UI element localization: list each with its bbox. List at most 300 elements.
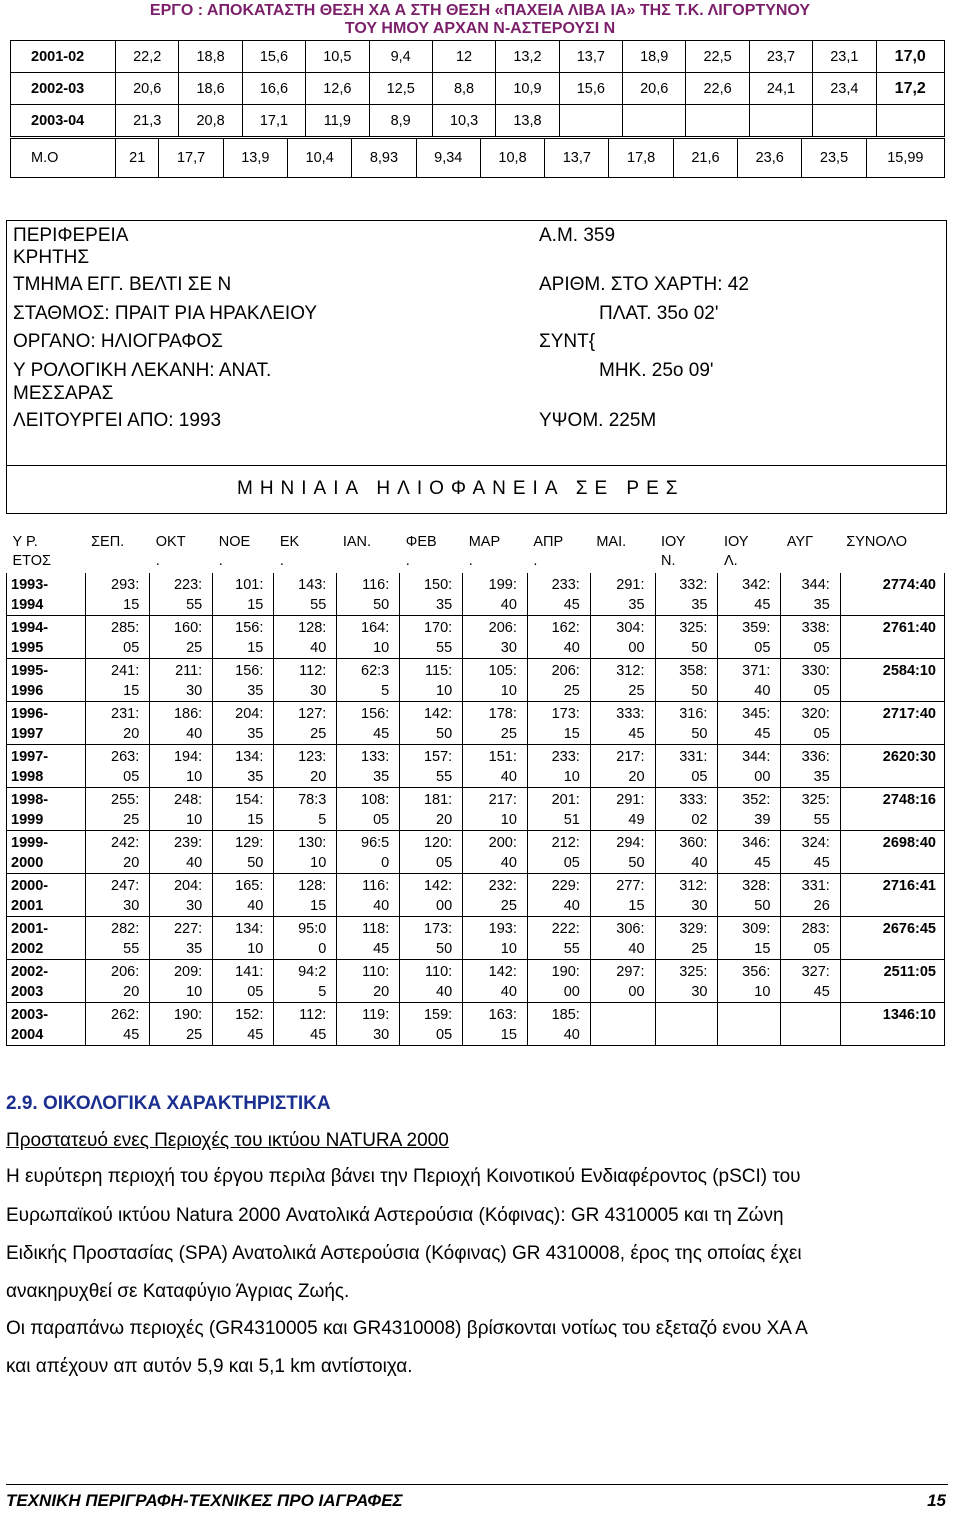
table-cell: 12,5 — [369, 73, 432, 105]
column-header — [7, 530, 86, 573]
table-cell: 12 — [432, 41, 495, 73]
table-cell: 8,8 — [432, 73, 495, 105]
column-header-line: Ν. — [661, 553, 676, 569]
year-line: 1998- — [11, 792, 49, 808]
hours-value: 170: — [423, 620, 453, 636]
hours-cell — [718, 874, 781, 917]
minutes-value: 25 — [500, 898, 517, 914]
hours-cell — [718, 960, 781, 1003]
hours-value: 325: — [679, 964, 708, 980]
hours-value: 283: — [801, 921, 830, 937]
hours-cell — [213, 960, 274, 1003]
map-number: ΑΡΙΘΜ. ΣΤΟ ΧΑΡΤΗ: 42 — [539, 274, 749, 295]
hours-value: 371: — [742, 663, 771, 679]
table-cell: 21,6 — [673, 139, 737, 178]
hours-cell — [213, 1003, 274, 1046]
minutes-value: 05 — [247, 984, 264, 1000]
instrument-label: ΟΡΓΑΝΟ: ΗΛΙΟΓΡΑΦΟΣ — [13, 331, 223, 352]
table-row — [7, 1003, 945, 1046]
hours-value: 159: — [423, 1007, 453, 1023]
minutes-value: 55 — [310, 597, 327, 613]
region-name: ΚΡΗΤΗΣ — [13, 247, 90, 268]
table-cell: 10,5 — [306, 41, 369, 73]
hours-cell — [85, 874, 150, 917]
column-header — [274, 530, 337, 573]
hours-value: 154: — [235, 792, 264, 808]
hours-cell — [400, 960, 463, 1003]
minutes-value: 15 — [123, 597, 140, 613]
table-row — [11, 41, 945, 73]
hours-cell — [400, 831, 463, 874]
hours-value: 206: — [551, 663, 580, 679]
hours-value: 320: — [801, 706, 830, 722]
hours-cell — [781, 874, 840, 917]
table-row — [11, 73, 945, 105]
hours-cell — [590, 1003, 655, 1046]
hours-value: 119: — [362, 1007, 390, 1023]
hours-value: 316: — [679, 706, 708, 722]
hours-cell — [274, 573, 337, 616]
station-info-box — [6, 220, 947, 467]
hours-value: 333: — [679, 792, 708, 808]
hours-cell — [337, 573, 400, 616]
hours-cell — [337, 917, 400, 960]
year-line: 2002 — [11, 941, 44, 957]
table-cell: 20,8 — [179, 105, 242, 137]
minutes-value: 0 — [381, 855, 390, 871]
minutes-value: 25 — [563, 683, 580, 699]
hours-cell — [213, 659, 274, 702]
minutes-value: 55 — [813, 812, 830, 828]
minutes-value: 45 — [813, 855, 830, 871]
minutes-value: 50 — [436, 941, 453, 957]
minutes-value: 10 — [310, 855, 327, 871]
hours-value: 282: — [111, 921, 140, 937]
table-cell: 13,7 — [545, 139, 609, 178]
hours-value: 330: — [801, 663, 830, 679]
hours-cell — [274, 1003, 337, 1046]
hours-cell — [527, 788, 590, 831]
table-cell: 23,5 — [802, 139, 866, 178]
hours-value: 324: — [801, 835, 830, 851]
hours-cell — [527, 702, 590, 745]
minutes-value: 05 — [123, 769, 140, 785]
column-header — [781, 530, 840, 573]
hours-cell — [718, 745, 781, 788]
hours-cell — [781, 960, 840, 1003]
hours-cell — [527, 745, 590, 788]
minutes-value: 25 — [691, 941, 708, 957]
column-header — [213, 530, 274, 573]
hours-cell — [590, 874, 655, 917]
hours-cell — [400, 1003, 463, 1046]
year-line: 1993- — [11, 577, 49, 593]
minutes-value: 20 — [123, 855, 140, 871]
paragraph-1-line-1: Η ευρύτερη περιοχή του έργου περιλα βάνει την Περιοχή Κοινοτικού Ενδιαφέροντος (pSCI) του — [6, 1166, 801, 1187]
hours-cell — [655, 874, 718, 917]
hours-value: 312: — [616, 663, 645, 679]
minutes-value: 5 — [381, 683, 390, 699]
year-cell — [7, 874, 86, 917]
year-line: 1996 — [11, 683, 44, 699]
hours-cell — [150, 917, 213, 960]
table-cell: 8,9 — [369, 105, 432, 137]
year-line: 1997- — [11, 749, 49, 765]
table-cell: 24,1 — [749, 73, 812, 105]
column-header-line: . — [155, 553, 160, 569]
hours-value: 222: — [551, 921, 580, 937]
minutes-value: 40 — [500, 984, 517, 1000]
hours-cell — [150, 616, 213, 659]
minutes-value: 05 — [436, 1027, 453, 1043]
minutes-value: 20 — [123, 984, 140, 1000]
hours-value: 345: — [742, 706, 771, 722]
hours-cell — [463, 659, 528, 702]
document-header-line-1: ΕΡΓΟ : ΑΠΟΚΑΤΑΣΤΗ ΘΕΣΗ ΧΑ Α ΣΤΗ ΘΕΣΗ «ΠΑΧΕΙΑ ΛΙΒΑ ΙΑ» ΤΗΣ Τ.Κ. ΛΙΓΟΡΤΥΝΟΥ — [149, 2, 811, 19]
hours-value: 206: — [488, 620, 517, 636]
hours-cell — [781, 702, 840, 745]
minutes-value: 10 — [186, 812, 203, 828]
hours-value: 116: — [362, 577, 390, 593]
table-cell — [623, 105, 686, 137]
minutes-value: 30 — [373, 1027, 390, 1043]
section-subheading: Προστατευό ενες Περιοχές του ικτύου NATURA 2000 — [6, 1130, 449, 1151]
hours-value: 223: — [173, 577, 203, 593]
hours-value: 304: — [616, 620, 645, 636]
hours-cell — [463, 702, 528, 745]
hours-cell — [463, 917, 528, 960]
column-header-line: . — [405, 553, 410, 569]
table-row — [7, 659, 945, 702]
column-header-line: Λ. — [723, 553, 738, 569]
hours-value: 325: — [801, 792, 830, 808]
hours-cell — [718, 917, 781, 960]
minutes-value: 55 — [436, 769, 453, 785]
minutes-value: 35 — [247, 683, 264, 699]
hours-cell — [527, 616, 590, 659]
hours-cell — [590, 659, 655, 702]
row-label: 2001-02 — [11, 41, 116, 73]
table-cell: 8,93 — [352, 139, 416, 178]
hours-value: 128: — [298, 620, 327, 636]
hours-cell — [655, 788, 718, 831]
hours-value: 217: — [616, 749, 645, 765]
hours-value: 248: — [173, 792, 203, 808]
column-header-line: Υ Ρ. — [12, 534, 38, 550]
hours-cell — [463, 874, 528, 917]
minutes-value: 55 — [563, 941, 580, 957]
table-row — [7, 874, 945, 917]
year-cell — [7, 831, 86, 874]
table-cell: 22,6 — [686, 73, 749, 105]
hours-value: 128: — [298, 878, 327, 894]
minutes-value: 45 — [754, 726, 771, 742]
minutes-value: 40 — [500, 855, 517, 871]
year-cell — [7, 702, 86, 745]
table-cell: 10,8 — [480, 139, 544, 178]
hours-cell — [150, 745, 213, 788]
minutes-value: 45 — [628, 726, 645, 742]
minutes-value: 10 — [186, 769, 203, 785]
table-cell — [813, 105, 876, 137]
hours-cell — [150, 573, 213, 616]
minutes-value: 50 — [247, 855, 264, 871]
minutes-value: 10 — [500, 812, 517, 828]
table-cell: 9,4 — [369, 41, 432, 73]
hours-cell — [85, 1003, 150, 1046]
hours-value: 150: — [423, 577, 453, 593]
minutes-value: 45 — [373, 941, 390, 957]
hours-cell — [655, 831, 718, 874]
hours-cell — [463, 616, 528, 659]
hours-cell — [213, 831, 274, 874]
hours-value: 229: — [551, 878, 580, 894]
hours-value: 291: — [616, 792, 645, 808]
minutes-value: 35 — [247, 726, 264, 742]
hours-cell — [85, 960, 150, 1003]
hours-value: 134: — [235, 749, 264, 765]
year-cell — [7, 745, 86, 788]
table-cell: 13,7 — [559, 41, 622, 73]
hours-cell — [527, 573, 590, 616]
minutes-value: 5 — [318, 812, 327, 828]
minutes-value: 50 — [436, 726, 453, 742]
hours-cell — [400, 788, 463, 831]
minutes-value: 45 — [123, 1027, 140, 1043]
table-cell: 20,6 — [116, 73, 179, 105]
hours-cell — [150, 788, 213, 831]
hours-value: 129: — [235, 835, 264, 851]
year-line: 1999 — [11, 812, 44, 828]
table-row — [7, 788, 945, 831]
row-total: 2748:16 — [840, 788, 944, 831]
hours-value: 332: — [679, 577, 708, 593]
hours-cell — [718, 616, 781, 659]
hours-cell — [150, 702, 213, 745]
minutes-value: 15 — [123, 683, 140, 699]
hours-cell — [781, 917, 840, 960]
table-cell — [686, 105, 749, 137]
minutes-value: 30 — [186, 683, 203, 699]
hours-value: 163: — [488, 1007, 517, 1023]
hours-cell — [400, 616, 463, 659]
table-cell: 23,7 — [749, 41, 812, 73]
hours-cell — [85, 917, 150, 960]
minutes-value: 05 — [123, 640, 140, 656]
hours-value: 173: — [423, 921, 453, 937]
year-line: 2003- — [11, 1007, 49, 1023]
table-row — [7, 745, 945, 788]
hours-value: 120: — [423, 835, 453, 851]
hours-cell — [590, 917, 655, 960]
hours-cell — [655, 960, 718, 1003]
minutes-value: 40 — [563, 1027, 580, 1043]
minutes-value: 50 — [373, 597, 390, 613]
hours-cell — [655, 659, 718, 702]
hours-value: 312: — [679, 878, 708, 894]
year-line: 1997 — [11, 726, 44, 742]
minutes-value: 10 — [500, 941, 517, 957]
hours-cell — [213, 573, 274, 616]
hours-value: 62:3 — [361, 663, 390, 679]
temperature-table — [10, 40, 945, 137]
row-total: 17,0 — [876, 41, 945, 73]
minutes-value: 10 — [436, 683, 453, 699]
column-header — [337, 530, 400, 573]
year-line: 1998 — [11, 769, 44, 785]
hours-value: 94:2 — [298, 964, 327, 980]
year-line: 1994- — [11, 620, 49, 636]
minutes-value: 05 — [813, 941, 830, 957]
basin-label: Υ ΡΟΛΟΓΙΚΗ ΛΕΚΑΝΗ: ΑΝΑΤ. — [13, 360, 272, 381]
minutes-value: 30 — [691, 898, 708, 914]
hours-cell — [213, 702, 274, 745]
minutes-value: 35 — [813, 769, 830, 785]
row-label: 2003-04 — [11, 105, 116, 137]
sunshine-hours-table — [6, 530, 945, 1046]
hours-value: 115: — [425, 663, 453, 679]
row-label: 2002-03 — [11, 73, 116, 105]
basin-name: ΜΕΣΣΑΡΑΣ — [13, 383, 114, 404]
column-header — [840, 530, 944, 573]
minutes-value: 05 — [813, 726, 830, 742]
hours-cell — [150, 1003, 213, 1046]
minutes-value: 40 — [436, 984, 453, 1000]
hours-cell — [337, 745, 400, 788]
hours-cell — [590, 616, 655, 659]
hours-value: 165: — [235, 878, 264, 894]
hours-value: 123: — [298, 749, 327, 765]
hours-value: 328: — [742, 878, 771, 894]
table-cell: 13,9 — [223, 139, 287, 178]
hours-cell — [527, 874, 590, 917]
hours-value: 185: — [551, 1007, 580, 1023]
hours-value: 209: — [173, 964, 203, 980]
hours-cell — [150, 960, 213, 1003]
hours-cell — [590, 745, 655, 788]
hours-value: 346: — [742, 835, 771, 851]
year-line: 1999- — [11, 835, 49, 851]
minutes-value: 26 — [813, 898, 830, 914]
hours-cell — [718, 573, 781, 616]
minutes-value: 00 — [563, 984, 580, 1000]
minutes-value: 20 — [373, 984, 390, 1000]
minutes-value: 35 — [373, 769, 390, 785]
minutes-value: 55 — [436, 640, 453, 656]
table-cell: 17,7 — [159, 139, 223, 178]
minutes-value: 30 — [691, 984, 708, 1000]
table-cell: 18,9 — [623, 41, 686, 73]
table-row — [7, 917, 945, 960]
minutes-value: 35 — [628, 597, 645, 613]
table-cell: 23,6 — [738, 139, 802, 178]
minutes-value: 50 — [754, 898, 771, 914]
hours-value: 217: — [488, 792, 517, 808]
hours-value: 190: — [551, 964, 580, 980]
hours-cell — [337, 1003, 400, 1046]
hours-value: 231: — [111, 706, 140, 722]
hours-cell — [150, 659, 213, 702]
hours-cell — [655, 616, 718, 659]
column-header-line: ΜΑΙ. — [596, 534, 627, 550]
hours-cell — [781, 616, 840, 659]
hours-value: 327: — [801, 964, 830, 980]
table-cell: 17,1 — [242, 105, 305, 137]
minutes-value: 15 — [563, 726, 580, 742]
column-header-line: . — [468, 553, 473, 569]
minutes-value: 10 — [247, 941, 264, 957]
hours-cell — [85, 659, 150, 702]
hours-value: 152: — [235, 1007, 264, 1023]
minutes-value: 50 — [691, 683, 708, 699]
row-total: 2761:40 — [840, 616, 944, 659]
minutes-value: 15 — [247, 597, 264, 613]
year-cell — [7, 1003, 86, 1046]
hours-value: 142: — [488, 964, 517, 980]
table-cell: 10,3 — [432, 105, 495, 137]
hours-value: 78:3 — [298, 792, 327, 808]
page-number: 15 — [927, 1491, 946, 1510]
table-cell — [559, 105, 622, 137]
hours-value: 162: — [551, 620, 580, 636]
minutes-value: 45 — [310, 1027, 327, 1043]
hours-cell — [213, 745, 274, 788]
minutes-value: 25 — [500, 726, 517, 742]
column-header — [150, 530, 213, 573]
minutes-value: 30 — [186, 898, 203, 914]
table-cell: 20,6 — [623, 73, 686, 105]
column-header — [400, 530, 463, 573]
hours-value: 156: — [361, 706, 390, 722]
column-header-line: ΣΥΝΟΛΟ — [846, 534, 908, 550]
latitude: ΠΛΑΤ. 35ο 02' — [599, 303, 719, 324]
year-cell — [7, 917, 86, 960]
hours-cell — [781, 831, 840, 874]
minutes-value: 35 — [247, 769, 264, 785]
hours-value: 239: — [173, 835, 203, 851]
hours-value: 338: — [801, 620, 830, 636]
hours-value: 133: — [361, 749, 390, 765]
column-header-line: . — [279, 553, 284, 569]
hours-cell — [655, 745, 718, 788]
hours-cell — [400, 745, 463, 788]
hours-value: 204: — [173, 878, 203, 894]
table-cell: 23,4 — [813, 73, 876, 105]
hours-cell — [274, 788, 337, 831]
column-header-line: ΙΑΝ. — [342, 534, 372, 550]
hours-value: 95:0 — [298, 921, 327, 937]
minutes-value: 50 — [691, 726, 708, 742]
column-header-line: ΙΟΥ — [661, 534, 686, 550]
hours-value: 233: — [551, 577, 580, 593]
minutes-value: 40 — [500, 597, 517, 613]
column-header-line: ΝΟΕ — [218, 534, 251, 550]
minutes-value: 40 — [563, 640, 580, 656]
minutes-value: 35 — [691, 597, 708, 613]
year-line: 2000- — [11, 878, 49, 894]
minutes-value: 5 — [318, 984, 327, 1000]
hours-cell — [150, 874, 213, 917]
row-total: 1346:10 — [840, 1003, 944, 1046]
hours-cell — [274, 702, 337, 745]
paragraph-1-line-3: Ειδικής Προστασίας (SPA) Ανατολικά Αστερούσια (Κόφινας) GR 4310008, έρος της οποίας έχει — [6, 1243, 802, 1264]
year-cell — [7, 659, 86, 702]
minutes-value: 20 — [123, 726, 140, 742]
hours-value: 200: — [488, 835, 517, 851]
hours-cell — [400, 659, 463, 702]
hours-value: 331: — [801, 878, 830, 894]
minutes-value: 45 — [754, 855, 771, 871]
